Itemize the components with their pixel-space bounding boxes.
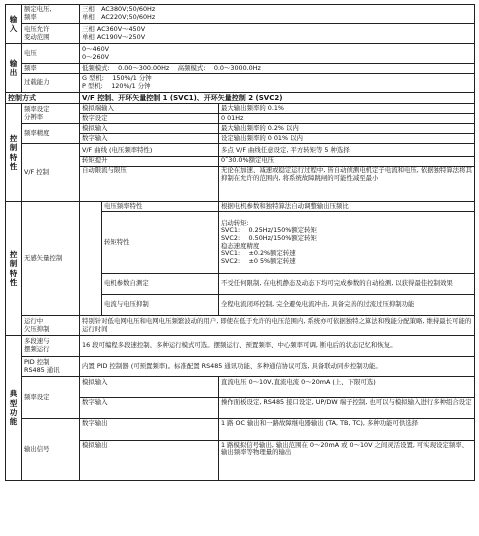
freq-set-res-digital-key: 数字设定 [80,113,218,123]
freq-accuracy-digital-key: 数字输入 [80,133,218,143]
freq-accuracy-row [6,124,475,144]
motor-autotune-key: 电机参数自测定 [102,274,219,295]
multi-speed-row [6,336,475,357]
analog-output-key: 模拟输出 [80,440,218,480]
output-voltage-row [6,44,475,64]
rated-voltage-single-phase: 单相 AC220V;50/60Hz [82,13,156,21]
vector-control-label: 无感矢量控制 [22,202,80,316]
output-voltage-values [80,44,475,64]
digital-output-key: 数字输出 [82,418,108,427]
freq-accuracy-keys [80,124,219,144]
func-digital-input-value: 操作面板设定, RS485 接口设定, UP/DW 端子控制, 也可以与模拟输入进行多种组合设定 [219,397,474,417]
func-digital-input-key: 数字输入 [80,397,218,417]
motor-autotune-value: 不受任何限制, 在电机静态及动态下均可完成参数的自动检测, 以获得最佳控制效果 [219,274,475,295]
current-limit-key: 电流与电压抑制 [102,295,219,316]
freq-accuracy-digital-value: 设定输出频率的 0 01% 以内 [219,133,474,143]
undervolt-value: 特别针对低电网电压和电网电压频繁波动的用户, 即使在低于允许的电压范围内, 系统亦可依据独特之算法和残能分配策略, 维持最长可能的运行时间 [80,316,475,336]
undervolt-row [6,316,475,336]
vf-control-keys [80,144,219,202]
overload-p-type: P 型机: 120%/1 分钟 [82,82,151,90]
function-section-label: 典 型 功 能 [6,336,22,481]
func-freq-set-label: 频率设定 [22,377,80,419]
func-freq-set-values [219,377,475,419]
overload-g-type: G 型机: 150%/1 分钟 [82,74,152,83]
vector-vf-row [6,202,475,212]
freq-accuracy-values [219,124,475,144]
freq-accuracy-label: 频率精度 [22,124,80,144]
overload-label: 过载能力 [22,74,80,93]
overload-values [80,74,475,93]
output-signal-values [219,419,475,481]
freq-set-res-analog-key: 模拟端输入 [82,103,114,112]
input-section-label: 输 入 [6,5,22,44]
freq-set-res-analog-value: 最大输出频率的 0.1% [221,103,285,112]
vector-vf-value: 根据电机参数和独特算法自动调整输出压频比 [219,202,475,212]
freq-accuracy-analog-value: 最大输出频率的 0.2% 以内 [221,123,299,132]
auto-limit-value: 无论在加速、减速或稳定运行过程中, 皆自动侦测电机定子电流和电压, 依据独特算法将其抑制在允许的范围内, 将系统故障跳闸的可能性减至最小 [219,166,474,199]
vf-curve-key: V/F 曲线 (电压频率特性) [82,146,153,154]
control-mode-row [6,93,475,104]
digital-output-value: 1 路 OC 输出和一路故障继电器输出 (TA, TB, TC), 多种功能可供选择 [221,418,419,427]
torque-line: SVC2: ±0 5%额定转速 [221,256,296,265]
vector-spacer [80,202,102,316]
allow-range-three-phase: 三相 AC360V～450V [82,24,146,33]
multi-speed-value: 16 段可编程多段速控制、多种运行模式可选。摆频运行、预置频率、中心频率可调, 断电后的状态记忆和恢复。 [80,336,475,357]
output-voltage-label: 电压 [22,44,80,64]
output-voltage-single-phase: 0～260V [82,52,110,61]
allow-range-label: 电压允许 变动范围 [22,24,80,44]
freq-set-res-digital-value: 0 01Hz [219,113,474,123]
torque-line: 启动转矩: [221,218,249,227]
vf-control-row [6,144,475,202]
func-freq-set-row [6,377,475,419]
torque-line: SVC2: 0.50Hz/150%额定转矩 [221,233,317,242]
torque-line: 稳态速度精度 [221,241,260,250]
pid-key: PID 控制 RS485 通讯 [22,357,80,377]
input-rated-row [6,5,475,24]
output-freq-value: 低频模式: 0.00～300.00Hz 高频模式: 0.0～3000.0Hz [80,64,475,74]
torque-boost-key: 转矩提升 [80,156,218,166]
torque-values [219,212,475,274]
control-mode-value: V/F 控制、开环矢量控制 1 (SVC1)、开环矢量控制 2 (SVC2) [80,93,475,104]
rated-voltage-label: 额定电压, 频率 [22,5,80,24]
vf-control-label: V/F 控制 [22,144,80,202]
torque-line: SVC1: ±0.2%额定转速 [221,249,296,258]
output-signal-keys [80,419,219,481]
func-freq-set-keys [80,377,219,419]
input-allow-row [6,24,475,44]
vector-vf-key: 电压频率特性 [102,202,219,212]
torque-key: 转矩特性 [102,212,219,274]
spec-table [5,4,475,481]
overload-row [6,74,475,93]
func-analog-input-value: 直流电压 0～10V,直流电流 0～20mA (上、下限可选) [221,377,376,386]
allow-range-single-phase: 单相 AC190V～250V [82,32,146,41]
pid-value: 内置 PID 控制器 (可预置频率)。标准配置 RS485 通讯功能、多种通信协议可选, 具备联动同步控制功能。 [80,357,475,377]
vf-control-values [219,144,475,202]
rated-voltage-values [80,5,475,24]
pid-row [6,357,475,377]
output-signal-row [6,419,475,481]
auto-limit-key: 自动限流与限压 [80,166,218,199]
control-mode-label: 控制方式 [6,93,80,104]
freq-set-res-values [219,104,475,124]
vector-section-label: 控 制 特 性 [6,202,22,336]
output-signal-label: 输出信号 [22,419,80,481]
freq-set-res-row [6,104,475,124]
output-section-label: 输 出 [6,44,22,93]
current-limit-value: 全程电流闭环控制, 完全避免电流冲击, 具备完善的过流过压抑制功能 [219,295,475,316]
rated-voltage-three-phase: 三相 AC380V;50/60Hz [82,5,156,14]
analog-output-value: 1 路模拟信号输出, 输出范围在 0～20mA 或 0～10V 之间灵活设置, 可实现设定频率、输出频率等物理量的输出 [219,440,474,480]
control-section-label: 控 制 特 性 [6,104,22,202]
undervolt-key: 运行中 欠压抑制 [22,316,80,336]
freq-set-res-keys [80,104,219,124]
vf-curve-value: 多点 V/F 曲线任意设定, 平方转矩等 5 种选择 [221,146,350,154]
output-freq-label: 频率 [22,64,80,74]
torque-line: SVC1: 0.25Hz/150%额定转矩 [221,226,317,235]
freq-accuracy-analog-key: 模拟输入 [82,123,108,132]
output-freq-row [6,64,475,74]
allow-range-values [80,24,475,44]
multi-speed-key: 多段速与 摆频运行 [22,336,80,357]
torque-boost-value: 0˜30.0%额定电压 [219,156,474,166]
output-voltage-three-phase: 0～460V [82,44,110,53]
freq-set-res-label: 频率设定 分辨率 [22,104,80,124]
func-analog-input-key: 模拟输入 [82,377,108,386]
